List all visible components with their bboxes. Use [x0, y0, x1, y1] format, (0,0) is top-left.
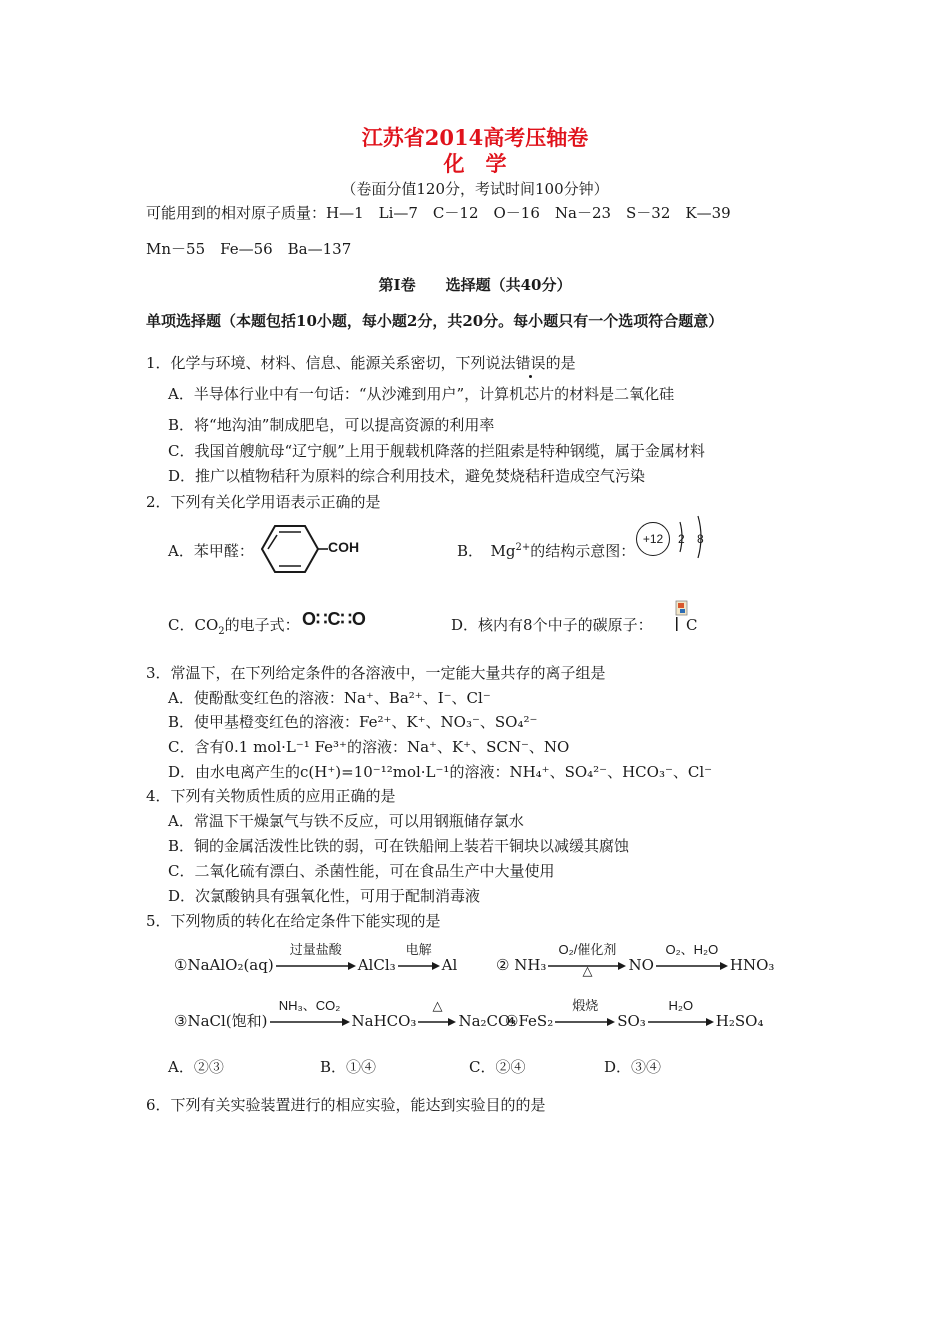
q4-option-b: B．铜的金属活泼性比铁的弱，可在铁船闸上装若干铜块以减缓其腐蚀 [168, 837, 630, 855]
r4-reactant: ④FeS₂ [505, 1012, 554, 1030]
q3-stem: 3．常温下，在下列给定条件的各溶液中，一定能大量共存的离子组是 [146, 664, 606, 682]
q2-c-subscript: 2 [218, 626, 225, 637]
r1-condition-2: 电解 [405, 942, 432, 957]
q3-option-b: B．使甲基橙变红色的溶液：Fe²⁺、K⁺、NO₃⁻、SO₄²⁻ [168, 713, 538, 731]
r2-intermediate: NO [628, 956, 654, 974]
reaction-4 [505, 998, 764, 1031]
reaction-1 [174, 942, 458, 975]
q4-option-c: C．二氧化硫有漂白、杀菌性能，可在食品生产中大量使用 [168, 862, 555, 880]
shell-1-electrons: 2 [678, 532, 685, 546]
q1-stem-end: 的是 [545, 354, 576, 372]
r1-reactant: ①NaAlO₂(aq) [174, 956, 274, 974]
r3-reactant: ③NaCl(饱和) [174, 1012, 268, 1030]
co2-electron-formula: O∷C∷O [302, 609, 366, 629]
r3-condition-1: NH₃、CO₂ [278, 998, 341, 1013]
q5-option-c: C．②④ [469, 1058, 526, 1076]
r4-arrow-2 [648, 998, 714, 1026]
q6-stem: 6．下列有关实验装置进行的相应实验，能达到实验目的的是 [146, 1096, 546, 1114]
q1-option-a: A．半导体行业中有一句话：“从沙滩到用户”，计算机芯片的材料是二氧化硅 [168, 385, 675, 403]
r2-arrow-2 [656, 942, 728, 970]
r1-intermediate: AlCl₃ [357, 956, 396, 974]
paper-title: 江苏省2014高考压轴卷 [361, 125, 589, 150]
r3-intermediate: NaHCO₃ [351, 1012, 417, 1030]
r3-condition-2: △ [432, 998, 443, 1013]
benzene-ring-icon [260, 523, 320, 575]
q1-option-c: C．我国首艘航母“辽宁舰”上用于舰载机降落的拦阻索是特种钢缆，属于金属材料 [168, 442, 705, 460]
r2-reactant: ② NH₃ [496, 956, 547, 974]
r4-intermediate: SO₃ [617, 1012, 646, 1030]
r2-product: HNO₃ [729, 956, 775, 974]
q2-option-d-label: D．核内有8个中子的碳原子： [451, 616, 653, 634]
subject-title: 化 学 [443, 151, 507, 176]
r3-arrow-2 [418, 998, 456, 1026]
q2-option-b-label [457, 541, 635, 561]
q3-option-d: D．由水电离产生的c(H⁺)=10⁻¹²mol·L⁻¹的溶液：NH₄⁺、SO₄²⁻、HCO₃⁻、Cl⁻ [168, 763, 713, 781]
r1-arrow-2 [398, 942, 440, 970]
r3-arrow-1 [270, 998, 350, 1026]
q2-option-a-label: A．苯甲醛： [168, 542, 254, 560]
r2-condition-2: O₂、H₂O [665, 942, 719, 957]
q1-option-d: D．推广以植物秸秆为原料的综合利用技术，避免焚烧秸秆造成空气污染 [168, 467, 646, 485]
q5-stem: 5．下列物质的转化在给定条件下能实现的是 [146, 912, 441, 930]
q1-stem-text: 1．化学与环境、材料、信息、能源关系密切，下列说法 [146, 354, 516, 372]
q4-option-d: D．次氯酸钠具有强氧化性，可用于配制消毒液 [168, 887, 481, 905]
r1-condition-1: 过量盐酸 [289, 942, 342, 957]
r2-condition-1: O₂/催化剂 [558, 942, 617, 957]
part-title: 第Ⅰ卷 选择题（共40分） [378, 276, 572, 294]
atomic-mass-line-2: Mn－55 Fe—56 Ba—137 [146, 240, 352, 258]
nucleus-circle: +12 [636, 522, 670, 556]
r4-arrow-1 [555, 998, 615, 1026]
bond-line [318, 547, 328, 551]
r4-product: H₂SO₄ [715, 1012, 764, 1030]
q5-option-d: D．③④ [604, 1058, 662, 1076]
q4-stem: 4．下列有关物质性质的应用正确的是 [146, 787, 396, 805]
q5-option-b: B．①④ [320, 1058, 377, 1076]
r3-product: Na₂CO₃ [458, 1012, 517, 1030]
section-instruction: 单项选择题（本题包括10小题，每小题2分，共20分。每小题只有一个选项符合题意） [146, 312, 724, 330]
aldehyde-group: COH [328, 539, 360, 555]
q2-b-charge: 2+ [515, 542, 531, 553]
q1-option-b: B．将“地沟油”制成肥皂，可以提高资源的利用率 [168, 416, 495, 434]
carbon-symbol: C [686, 616, 698, 634]
r1-product: Al [441, 956, 458, 974]
q2-stem: 2．下列有关化学用语表示正确的是 [146, 493, 381, 511]
q2-c-text-end: 的电子式： [224, 616, 300, 634]
q3-option-c: C．含有0.1 mol·L⁻¹ Fe³⁺的溶液：Na⁺、K⁺、SCN⁻、NO [168, 738, 570, 756]
q2-b-text: B． Mg [457, 542, 516, 560]
r2-condition-1b: △ [582, 964, 593, 979]
q1-stem [146, 353, 576, 373]
r2-arrow-1 [548, 942, 626, 979]
exam-info: （卷面分值120分，考试时间100分钟） [341, 180, 609, 198]
q2-b-text-end: 的结构示意图： [530, 542, 636, 560]
atomic-mass-line-1: 可能用到的相对原子质量：H—1 Li—7 C－12 O－16 Na－23 S－32 K—39 [146, 204, 731, 222]
r4-condition-1: 煅烧 [572, 998, 599, 1013]
q3-option-a: A．使酚酞变红色的溶液：Na⁺、Ba²⁺、I⁻、Cl⁻ [168, 689, 491, 707]
shell-2-electrons: 8 [697, 532, 704, 546]
reaction-3 [174, 998, 517, 1031]
reaction-2 [496, 942, 775, 979]
q5-option-a: A．②③ [168, 1058, 224, 1076]
q4-option-a: A．常温下干燥氯气与铁不反应，可以用钢瓶储存氯水 [168, 812, 524, 830]
r1-arrow-1 [276, 942, 356, 970]
r4-condition-2: H₂O [668, 998, 694, 1013]
q1-stem-emphasis: 错误 [515, 354, 546, 372]
q2-option-c-label [168, 615, 300, 635]
q2-c-text: C．CO [168, 616, 219, 634]
